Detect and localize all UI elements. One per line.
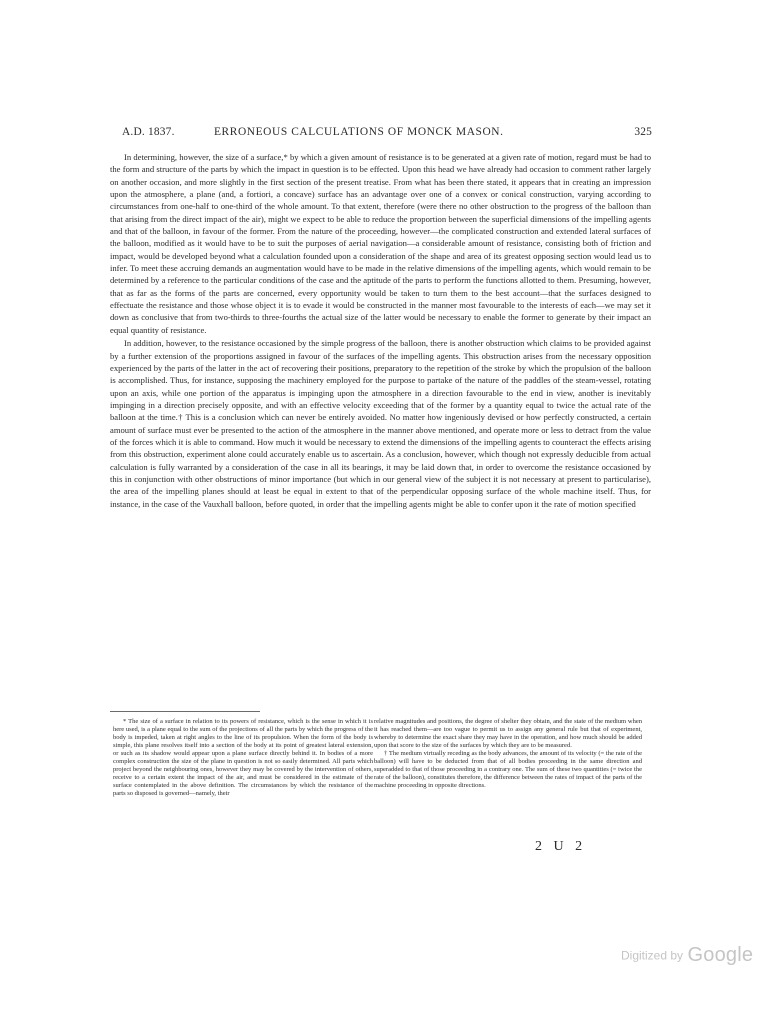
google-watermark — [621, 944, 753, 967]
page-number: 325 — [634, 126, 652, 138]
footnote-column-right — [374, 718, 642, 790]
footnote-continuation: relative magnitudes and positions, the degree of shelter they obtain, and the state of the medium when it has reached them—are too vague to permit us to assign any general rule but that of experiment, whereby to determine the exact share they may have in the operation, and how much should be added upon that score to the size of the surfaces by which they are to be measured. — [374, 718, 642, 750]
header-date: A.D. 1837. — [122, 126, 175, 138]
signature-mark: 2 U 2 — [535, 839, 587, 854]
footnote-column-left — [113, 718, 373, 798]
watermark-prefix: Digitized by — [621, 948, 684, 963]
paragraph-1: In determining, however, the size of a surface,* by which a given amount of resistance is to be generated at a given rate of motion, regard must be had to the form and structure of the parts by which the impact in question is to be effected. Upon this head we have already had occasion to comment rather largely on another occasion, and more slightly in the first section of the present treatise. From what has been there stated, it appears that in creating an impression upon the atmosphere, a plane (and, a fortiori, a concave) surface has an advantage over one of a convex or conical construction, varying according to circumstances from one-half to one-third of the whole amount. To that extent, therefore (were there no other obstruction to the progress of the balloon than that arising from the direct impact of the air), might we expect to be able to reduce the proportion between the superficial dimensions of the impelling agents and that of the balloon, in favour of the former. From the nature of the proceeding, however—the complicated construction and extended lateral surfaces of the balloon, modified as it would have to be to suit the purposes of aerial navigation—a considerable amount of resistance, consisting both of friction and impact, would be developed beyond what a calculation founded upon a consideration of the shape and area of its greatest opposing section would lead us to infer. To meet these accruing demands an augmentation would have to be made in the relative dimensions of the impelling agents, which would remain to be determined by a reference to the particular conditions of the case and the aptitude of the parts to perform the functions allotted to them. Presuming, however, that as far as the forms of the parts are concerned, every opportunity would be taken to turn them to the best account—that the surfaces designed to effectuate the resistance and those whose object it is to evade it would be constructed in the manner most favourable to the interests of each—we may set it down as conclusive that from two-thirds to three-fourths the actual size of the latter would be necessary to enable the former to generate by their impact an equal quantity of resistance. — [110, 152, 651, 335]
paragraph-2: In addition, however, to the resistance occasioned by the simple progress of the balloon, there is another obstruction which claims to be provided against by a further extension of the proportions assigned in favour of the surfaces of the impelling agents. This obstruction arises from the necessary opposition experienced by the parts of the latter in the act of recovering their positions, preparatory to the repetition of the stroke by which the propulsion of the balloon is accomplished. Thus, for instance, supposing the machinery employed for the purpose to partake of the nature of the paddles of the steam-vessel, rotating upon an axis, while one portion of the apparatus is impinging upon the atmosphere in a direction favourable to the end in view, another is inevitably impinging in a direction precisely opposite, and with an effective velocity exceeding that of the former by a quantity equal to twice the actual rate of the balloon at the time.† This is a conclusion which can never be entirely avoided. No matter how ingeniously devised or how perfectly constructed, a certain amount of surface must ever be presented to the action of the atmosphere in the manner above mentioned, and operate more or less to detract from the value of the forces which it is able to command. How much it would be necessary to extend the dimensions of the impelling agents to counteract the effects arising from this obstruction, experiment alone could accurately enable us to ascertain. As a conclusion, however, which though not expressly deducible from actual calculation is fully warranted by a consideration of the case in all its bearings, it may be laid down that, in order to overcome the resistance occasioned by this in conjunction with other obstructions of minor importance (but which in our general view of the subject it is not necessary at present to particularise), the area of the impelling planes should at least be equal in extent to that of the perpendicular opposing surface of the whole machine itself. Thus, for instance, in the case of the Vauxhall balloon, before quoted, in order that the impelling agents might be able to confer upon it the rate of motion specified — [110, 338, 651, 509]
google-logo: Google — [687, 944, 754, 966]
header-title: ERRONEOUS CALCULATIONS OF MONCK MASON. — [214, 126, 504, 138]
running-header — [122, 126, 652, 142]
main-text — [110, 151, 651, 510]
footnote-asterisk: * The size of a surface in relation to its powers of resistance, which is the sense in which it is here used, is a plane equal to the sum of the projections of all the parts by which the progress of the body is impeded, taken at right angles to the line of its propulsion. When the form of the body is simple, this plane resolves itself into a section of the body at its point of greatest lateral extension, or such as its shadow would appear upon a plane surface directly behind it. In bodies of a more complex construction the size of the plane in question is not so easily determined. All parts which project beyond the neighbouring ones, however they may be covered by the intervention of others, receive to a certain extent the impact of the air, and must be considered in the estimate of the surface contemplated in the above definition. The circumstances by which the resistance of the parts so disposed is governed—namely, their — [113, 718, 373, 798]
footnote-rule — [110, 711, 260, 712]
footnote-dagger: † The medium virtually receding as the body advances, the amount of its velocity (= the rate of the balloon) will have to be deducted from that of all bodies proceeding in the same direction and superadded to that of those proceeding in a contrary one. The sum of these two quantities (= twice the rate of the balloon), constitutes therefore, the difference between the rates of impact of the parts of the machine proceeding in opposite directions. — [374, 750, 642, 790]
